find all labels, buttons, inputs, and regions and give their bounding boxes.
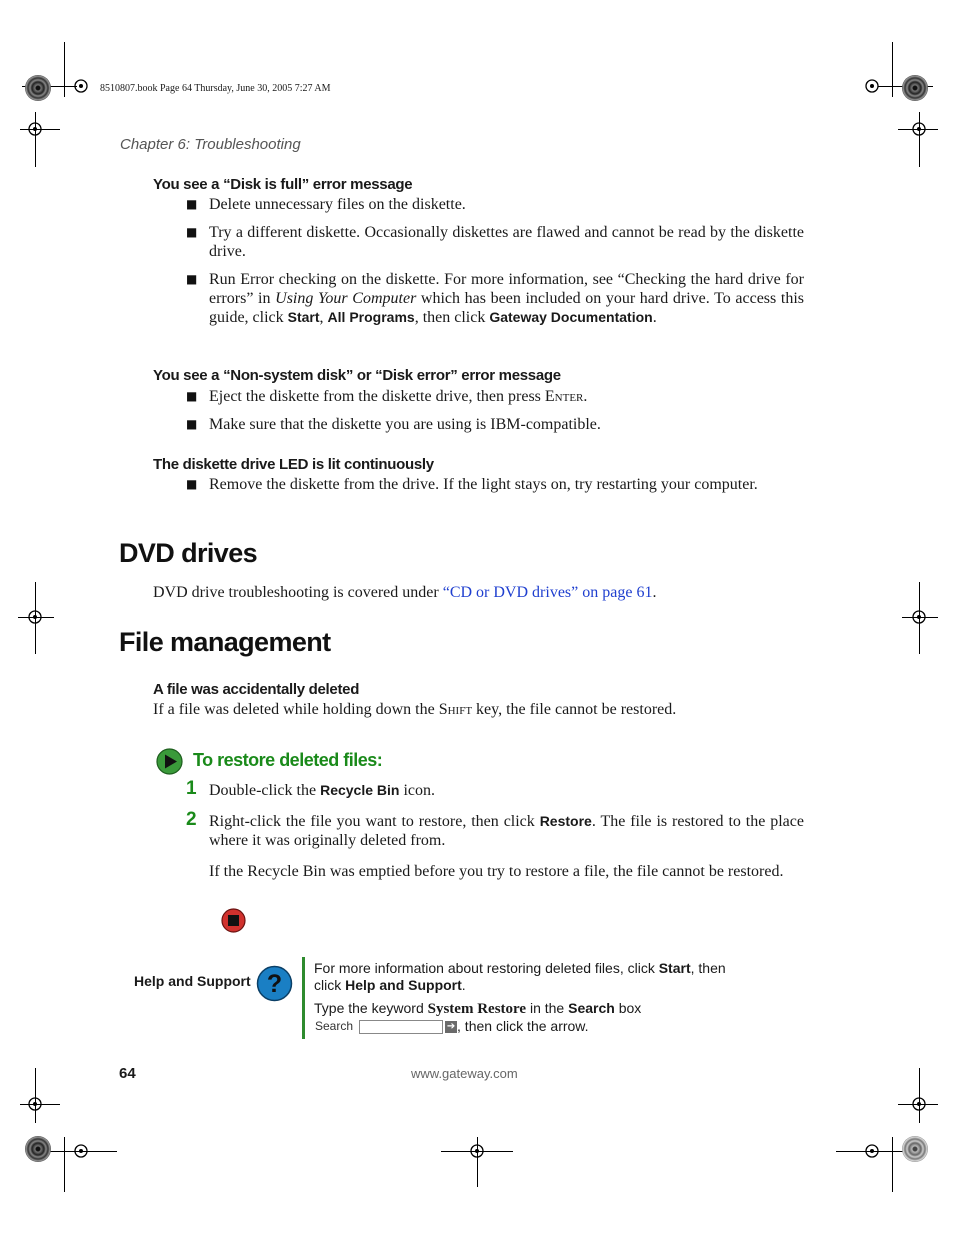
- shift-key: Shift: [438, 701, 473, 718]
- registration-wheel-icon: [25, 1136, 51, 1162]
- dvd-drives-text: DVD drive troubleshooting is covered under “CD or DVD drives” on page 61.: [153, 584, 657, 601]
- recycle-bin-ref: Recycle Bin: [320, 782, 400, 798]
- cd-dvd-drives-link[interactable]: “CD or DVD drives” on page 61: [442, 584, 653, 601]
- registration-wheel-icon: [25, 75, 51, 101]
- procedure-title: To restore deleted files:: [193, 750, 383, 770]
- page-number: 64: [119, 1065, 136, 1082]
- registration-wheel-icon: [902, 75, 928, 101]
- help-box-accent-bar: [302, 957, 305, 1039]
- help-line-1: For more information about restoring deleted files, click Start, then click Help and Support.: [314, 960, 726, 993]
- led-heading: The diskette drive LED is lit continuously: [153, 456, 434, 473]
- help-line-2: Type the keyword System Restore in the Search box: [314, 1000, 642, 1017]
- registration-target-icon: [908, 606, 930, 628]
- procedure-stop-icon: [221, 908, 246, 933]
- bullet-icon: ■: [186, 417, 198, 431]
- arrow-right-icon: ➔: [446, 1020, 456, 1032]
- enter-key: Enter: [544, 388, 584, 405]
- list-item: Eject the diskette from the diskette drive, then press Enter.: [209, 388, 588, 405]
- print-slug: 8510807.book Page 64 Thursday, June 30, 2005 7:27 AM: [100, 83, 331, 94]
- registration-target-icon: [861, 75, 883, 97]
- bullet-icon: ■: [186, 225, 198, 239]
- file-deleted-text: If a file was deleted while holding down the Shift key, the file cannot be restored.: [153, 701, 677, 718]
- restore-ref: Restore: [539, 813, 592, 829]
- help-support-label: Help and Support: [134, 973, 251, 989]
- bullet-icon: ■: [186, 389, 198, 403]
- list-item: Remove the diskette from the drive. If the light stays on, try restarting your computer.: [209, 476, 758, 493]
- list-item: Delete unnecessary files on the diskette.: [209, 196, 466, 213]
- all-programs-ref: All Programs: [327, 309, 415, 325]
- registration-target-icon: [24, 118, 46, 140]
- step-2: Right-click the file you want to restore, then click Restore. The file is restored to the place where it was originally deleted from.: [209, 813, 804, 849]
- list-item: Run Error checking on the diskette. For more information, see “Checking the hard drive for errors” in Using Your Computer which has been included on your hard drive. To access this guide, click Start, All Programs, then click Gateway Documentation.: [209, 271, 805, 326]
- bullet-icon: ■: [186, 197, 198, 211]
- bullet-icon: ■: [186, 272, 198, 286]
- svg-text:?: ?: [266, 970, 283, 998]
- list-item: Try a different diskette. Occasionally diskettes are flawed and cannot be read by the diskette drive.: [209, 224, 804, 260]
- registration-target-icon: [24, 1093, 46, 1115]
- registration-target-icon: [861, 1140, 883, 1162]
- start-menu-ref: Start: [287, 309, 320, 325]
- help-line-3: Search ➔ , then click the arrow.: [315, 1018, 589, 1034]
- registration-wheel-icon: [902, 1136, 928, 1162]
- non-system-heading: You see a “Non-system disk” or “Disk error” error message: [153, 367, 561, 384]
- bullet-icon: ■: [186, 477, 198, 491]
- gateway-documentation-ref: Gateway Documentation: [489, 309, 653, 325]
- registration-target-icon: [908, 1093, 930, 1115]
- search-field-image: [359, 1020, 443, 1034]
- step-number: 2: [186, 809, 197, 830]
- chapter-header: Chapter 6: Troubleshooting: [120, 136, 301, 153]
- registration-target-icon: [466, 1140, 488, 1162]
- dvd-drives-title: DVD drives: [119, 538, 258, 568]
- file-management-title: File management: [119, 627, 331, 657]
- registration-target-icon: [70, 75, 92, 97]
- registration-target-icon: [70, 1140, 92, 1162]
- step-2-note: If the Recycle Bin was emptied before you try to restore a file, the file cannot be restored.: [209, 863, 784, 880]
- procedure-arrow-icon: [156, 748, 183, 775]
- registration-target-icon: [24, 606, 46, 628]
- help-question-icon: [256, 965, 293, 1002]
- disk-full-heading: You see a “Disk is full” error message: [153, 176, 413, 193]
- list-item: Make sure that the diskette you are using is IBM-compatible.: [209, 416, 601, 433]
- help-box-text: [314, 960, 754, 1035]
- search-label: Search: [315, 1019, 354, 1033]
- footer-url: www.gateway.com: [411, 1066, 518, 1081]
- step-number: 1: [186, 778, 197, 799]
- step-1: Double-click the Recycle Bin icon.: [209, 782, 435, 799]
- file-deleted-heading: A file was accidentally deleted: [153, 681, 360, 698]
- registration-target-icon: [908, 118, 930, 140]
